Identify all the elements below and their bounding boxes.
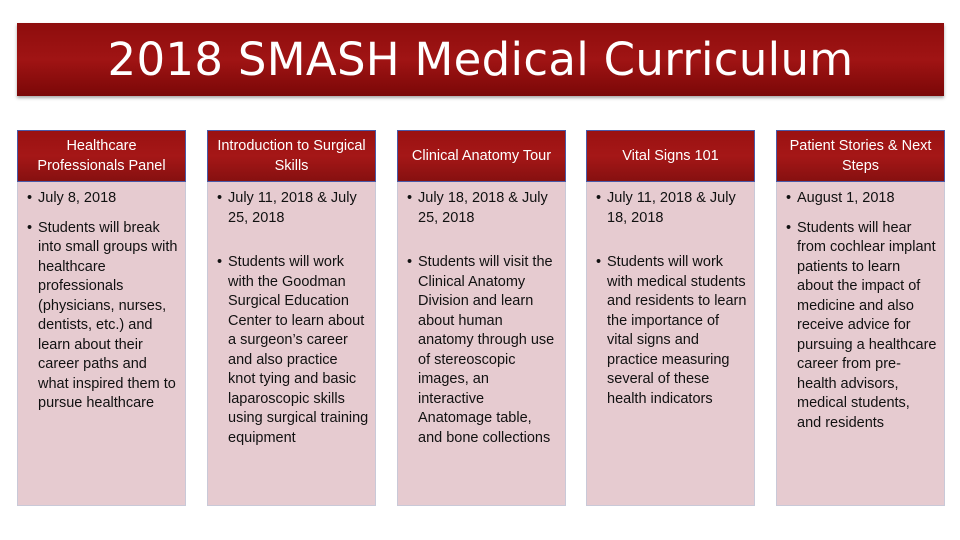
card-vital-signs — [586, 130, 755, 506]
card-description: • Students will work with medical students and residents to learn the importance of vital signs and practice measuring several of these health indicators — [596, 253, 748, 409]
card-description: • Students will break into small groups with healthcare professionals (physicians, nurses, dentists, etc.) and learn about their career paths and what inspired them to pursue healthcare — [27, 219, 179, 414]
card-date: • August 1, 2018 — [786, 189, 938, 209]
card-header: Patient Stories & Next Steps — [776, 130, 945, 182]
card-header: Healthcare Professionals Panel — [17, 130, 186, 182]
card-body — [27, 189, 179, 414]
card-body — [786, 189, 938, 433]
card-healthcare-panel — [17, 130, 186, 506]
card-description: • Students will visit the Clinical Anatomy Division and learn about human anatomy through use of stereoscopic images, an interactive Anatomage table, and bone collections — [407, 253, 559, 448]
card-anatomy-tour — [397, 130, 566, 506]
card-date: • July 18, 2018 & July 25, 2018 — [407, 189, 559, 228]
card-body — [596, 189, 748, 409]
card-description: • Students will work with the Goodman Surgical Education Center to learn about a surgeon’s career and also practice knot tying and basic laparoscopic skills using surgical training equipment — [217, 253, 369, 448]
page-title: 2018 SMASH Medical Curriculum — [107, 33, 854, 86]
card-surgical-skills — [207, 130, 376, 506]
card-header: Introduction to Surgical Skills — [207, 130, 376, 182]
card-body — [407, 189, 559, 448]
card-date: • July 11, 2018 & July 18, 2018 — [596, 189, 748, 228]
card-description: • Students will hear from cochlear implant patients to learn about the impact of medicine and also receive advice for pursuing a healthcare career from pre-health advisors, medical students, and residents — [786, 219, 938, 434]
card-patient-stories — [776, 130, 945, 506]
card-body — [217, 189, 369, 448]
card-date: • July 11, 2018 & July 25, 2018 — [217, 189, 369, 228]
card-header: Vital Signs 101 — [586, 130, 755, 182]
card-header: Clinical Anatomy Tour — [397, 130, 566, 182]
title-banner — [17, 23, 944, 96]
card-date: • July 8, 2018 — [27, 189, 179, 209]
